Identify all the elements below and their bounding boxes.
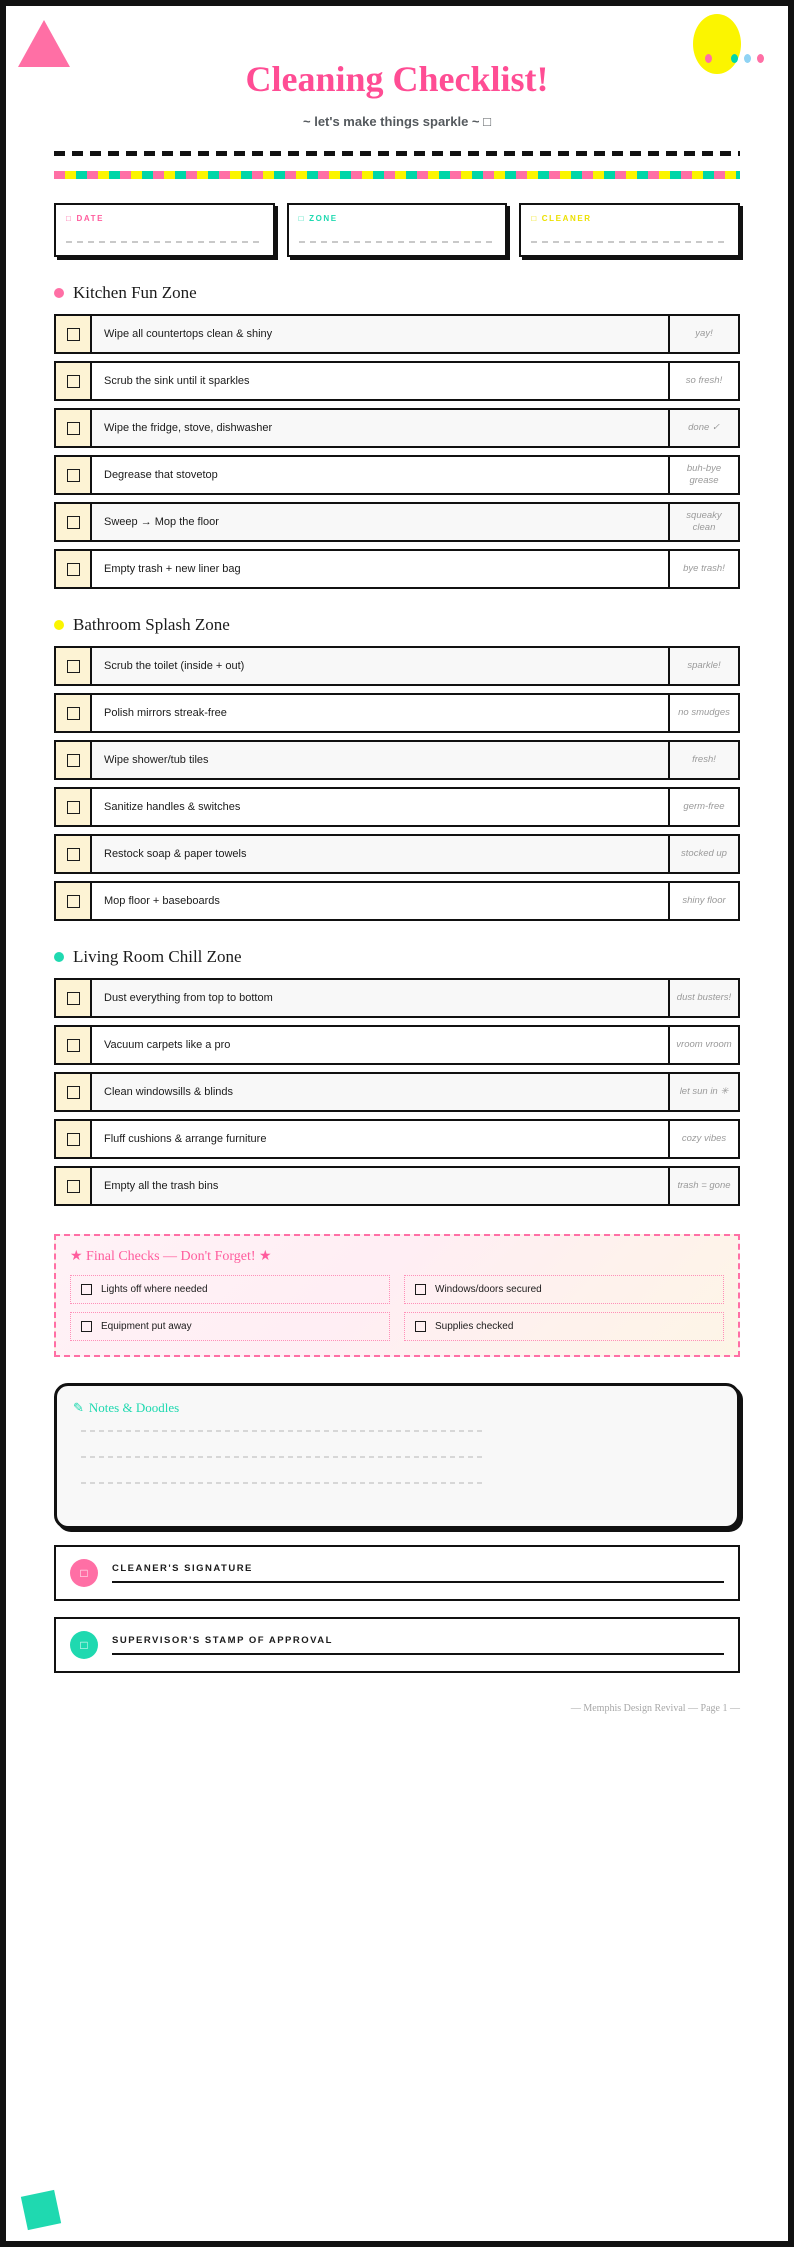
meta-field-writing-line[interactable] [531, 241, 728, 243]
task-note: let sun in ✳ [668, 1074, 738, 1110]
section-bathroom-splash-zone [54, 615, 740, 921]
meta-field-label: □ CLEANER [531, 214, 592, 223]
checkbox-icon[interactable] [67, 375, 80, 388]
section-kitchen-fun-zone [54, 283, 740, 589]
checkbox-icon[interactable] [67, 848, 80, 861]
final-checks-title: ★ Final Checks — Don't Forget! ★ [70, 1249, 272, 1264]
dot-decoration-icon [731, 54, 738, 63]
checklist-page [6, 6, 788, 2241]
task-note: done ✓ [668, 410, 738, 446]
task-checkbox-cell[interactable] [56, 789, 92, 825]
checkbox-icon[interactable] [67, 660, 80, 673]
notes-box[interactable] [54, 1383, 740, 1529]
checkbox-icon[interactable] [67, 754, 80, 767]
task-checkbox-cell[interactable] [56, 1074, 92, 1110]
page-header [6, 6, 788, 129]
task-note: stocked up [668, 836, 738, 872]
task-row[interactable] [54, 693, 740, 733]
task-row[interactable] [54, 787, 740, 827]
task-note: vroom vroom [668, 1027, 738, 1063]
checkbox-icon[interactable] [67, 328, 80, 341]
task-label: Mop floor + baseboards [104, 895, 220, 907]
checkbox-icon[interactable] [67, 563, 80, 576]
task-checkbox-cell[interactable] [56, 980, 92, 1016]
meta-field-zone[interactable] [287, 203, 508, 257]
checkbox-icon[interactable] [81, 1321, 92, 1332]
section-title-label: Living Room Chill Zone [73, 947, 242, 966]
task-note: trash = gone [668, 1168, 738, 1204]
checkbox-icon[interactable] [415, 1284, 426, 1295]
meta-field-label: □ ZONE [298, 214, 338, 223]
signature-badge-icon: □ [70, 1559, 98, 1587]
signature-box[interactable] [54, 1545, 740, 1601]
task-checkbox-cell[interactable] [56, 1121, 92, 1157]
final-check-label: Equipment put away [101, 1321, 192, 1332]
task-note: fresh! [668, 742, 738, 778]
task-row[interactable] [54, 408, 740, 448]
task-checkbox-cell[interactable] [56, 316, 92, 352]
task-label: Sweep → Mop the floor [104, 516, 219, 528]
task-note: squeaky clean [668, 504, 738, 540]
section-title-label: Bathroom Splash Zone [73, 615, 230, 634]
task-label: Fluff cushions & arrange furniture [104, 1133, 267, 1145]
signature-label: CLEANER'S SIGNATURE [112, 1563, 253, 1574]
checkbox-icon[interactable] [67, 1039, 80, 1052]
checkbox-icon[interactable] [67, 422, 80, 435]
final-check-item[interactable] [404, 1275, 724, 1304]
signature-label: SUPERVISOR'S STAMP OF APPROVAL [112, 1635, 333, 1646]
checkbox-icon[interactable] [67, 469, 80, 482]
signature-line[interactable] [112, 1653, 724, 1655]
section-title [54, 947, 740, 967]
dot-decoration-icon [744, 54, 751, 63]
task-row[interactable] [54, 314, 740, 354]
task-checkbox-cell[interactable] [56, 551, 92, 587]
final-check-label: Windows/doors secured [435, 1284, 542, 1295]
task-note: so fresh! [668, 363, 738, 399]
signature-main [112, 1635, 724, 1655]
task-row[interactable] [54, 978, 740, 1018]
task-note: yay! [668, 316, 738, 352]
signatures-container [6, 1545, 788, 1673]
task-note: buh-bye grease [668, 457, 738, 493]
checkbox-icon[interactable] [67, 707, 80, 720]
section-living-room-chill-zone [54, 947, 740, 1206]
task-label: Sanitize handles & switches [104, 801, 241, 813]
task-row[interactable] [54, 646, 740, 686]
notes-title [73, 1400, 721, 1416]
task-checkbox-cell[interactable] [56, 648, 92, 684]
checkbox-icon[interactable] [81, 1284, 92, 1295]
final-check-label: Lights off where needed [101, 1284, 208, 1295]
section-title-label: Kitchen Fun Zone [73, 283, 197, 302]
task-row[interactable] [54, 1025, 740, 1065]
task-label: Wipe shower/tub tiles [104, 754, 209, 766]
task-label: Scrub the toilet (inside + out) [104, 660, 245, 672]
task-note: no smudges [668, 695, 738, 731]
stripe-divider [54, 171, 740, 179]
signature-line[interactable] [112, 1581, 724, 1583]
task-checkbox-cell[interactable] [56, 410, 92, 446]
signature-main [112, 1563, 724, 1583]
circle-decoration-icon [693, 14, 741, 74]
task-row[interactable] [54, 455, 740, 495]
meta-field-cleaner[interactable] [519, 203, 740, 257]
task-row[interactable] [54, 740, 740, 780]
signature-badge-icon: □ [70, 1631, 98, 1659]
dot-decoration-icon [705, 54, 712, 63]
dot-row-decoration [705, 54, 764, 63]
task-row[interactable] [54, 549, 740, 589]
page-subtitle: ~ let's make things sparkle ~ □ [303, 114, 491, 129]
meta-field-label: □ DATE [66, 214, 105, 223]
task-label: Polish mirrors streak-free [104, 707, 227, 719]
task-row[interactable] [54, 361, 740, 401]
final-check-label: Supplies checked [435, 1321, 514, 1332]
pencil-icon: ✎ [73, 1400, 84, 1415]
task-label: Dust everything from top to bottom [104, 992, 273, 1004]
task-note: sparkle! [668, 648, 738, 684]
checkbox-icon[interactable] [67, 895, 80, 908]
notes-title-label: Notes & Doodles [88, 1400, 180, 1415]
checkbox-icon[interactable] [67, 801, 80, 814]
notes-writing-lines [73, 1430, 721, 1484]
meta-fields-row [54, 203, 740, 257]
signature-box[interactable] [54, 1617, 740, 1673]
notes-line [81, 1456, 483, 1458]
task-label: Clean windowsills & blinds [104, 1086, 234, 1098]
checkbox-icon[interactable] [67, 516, 80, 529]
task-note: shiny floor [668, 883, 738, 919]
checkbox-icon[interactable] [67, 1180, 80, 1193]
final-check-item[interactable] [70, 1275, 390, 1304]
notes-line [81, 1482, 483, 1484]
task-checkbox-cell[interactable] [56, 1168, 92, 1204]
final-checks-grid [70, 1275, 724, 1341]
task-label: Restock soap & paper towels [104, 848, 247, 860]
page-footer: — Memphis Design Revival — Page 1 — [570, 1703, 740, 1714]
task-row[interactable] [54, 881, 740, 921]
task-label: Empty trash + new liner bag [104, 563, 241, 575]
page-title: Cleaning Checklist! [245, 59, 549, 99]
sections-container [6, 283, 788, 1206]
task-label: Wipe the fridge, stove, dishwasher [104, 422, 273, 434]
final-check-item[interactable] [70, 1312, 390, 1341]
task-label: Degrease that stovetop [104, 469, 218, 481]
task-row[interactable] [54, 1119, 740, 1159]
task-checkbox-cell[interactable] [56, 836, 92, 872]
task-label: Wipe all countertops clean & shiny [104, 328, 273, 340]
task-checkbox-cell[interactable] [56, 695, 92, 731]
triangle-decoration-icon [18, 20, 70, 67]
task-label: Scrub the sink until it sparkles [104, 375, 250, 387]
task-checkbox-cell[interactable] [56, 883, 92, 919]
task-row[interactable] [54, 1166, 740, 1206]
task-note: bye trash! [668, 551, 738, 587]
task-row[interactable] [54, 502, 740, 542]
dashed-divider [54, 151, 740, 156]
task-checkbox-cell[interactable] [56, 742, 92, 778]
task-row[interactable] [54, 1072, 740, 1112]
meta-field-writing-line[interactable] [66, 241, 263, 243]
task-label: Vacuum carpets like a pro [104, 1039, 231, 1051]
dot-decoration-icon [757, 54, 764, 63]
checkbox-icon[interactable] [415, 1321, 426, 1332]
checkbox-icon[interactable] [67, 1133, 80, 1146]
section-dot-icon [54, 952, 64, 962]
task-checkbox-cell[interactable] [56, 457, 92, 493]
meta-field-writing-line[interactable] [299, 241, 496, 243]
section-title [54, 283, 740, 303]
square-decoration-icon [21, 2190, 61, 2230]
section-dot-icon [54, 288, 64, 298]
task-note: cozy vibes [668, 1121, 738, 1157]
section-title [54, 615, 740, 635]
task-checkbox-cell[interactable] [56, 504, 92, 540]
final-checks-box [54, 1234, 740, 1357]
checkbox-icon[interactable] [67, 1086, 80, 1099]
dot-decoration-icon [718, 54, 725, 63]
task-note: germ-free [668, 789, 738, 825]
task-checkbox-cell[interactable] [56, 1027, 92, 1063]
task-label: Empty all the trash bins [104, 1180, 219, 1192]
checkbox-glyph-icon: □ [66, 214, 73, 223]
checkbox-glyph-icon: □ [531, 214, 538, 223]
final-check-item[interactable] [404, 1312, 724, 1341]
task-note: dust busters! [668, 980, 738, 1016]
checkbox-icon[interactable] [67, 992, 80, 1005]
notes-line [81, 1430, 483, 1432]
meta-field-date[interactable] [54, 203, 275, 257]
checkbox-glyph-icon: □ [298, 214, 306, 223]
task-checkbox-cell[interactable] [56, 363, 92, 399]
task-row[interactable] [54, 834, 740, 874]
section-dot-icon [54, 620, 64, 630]
